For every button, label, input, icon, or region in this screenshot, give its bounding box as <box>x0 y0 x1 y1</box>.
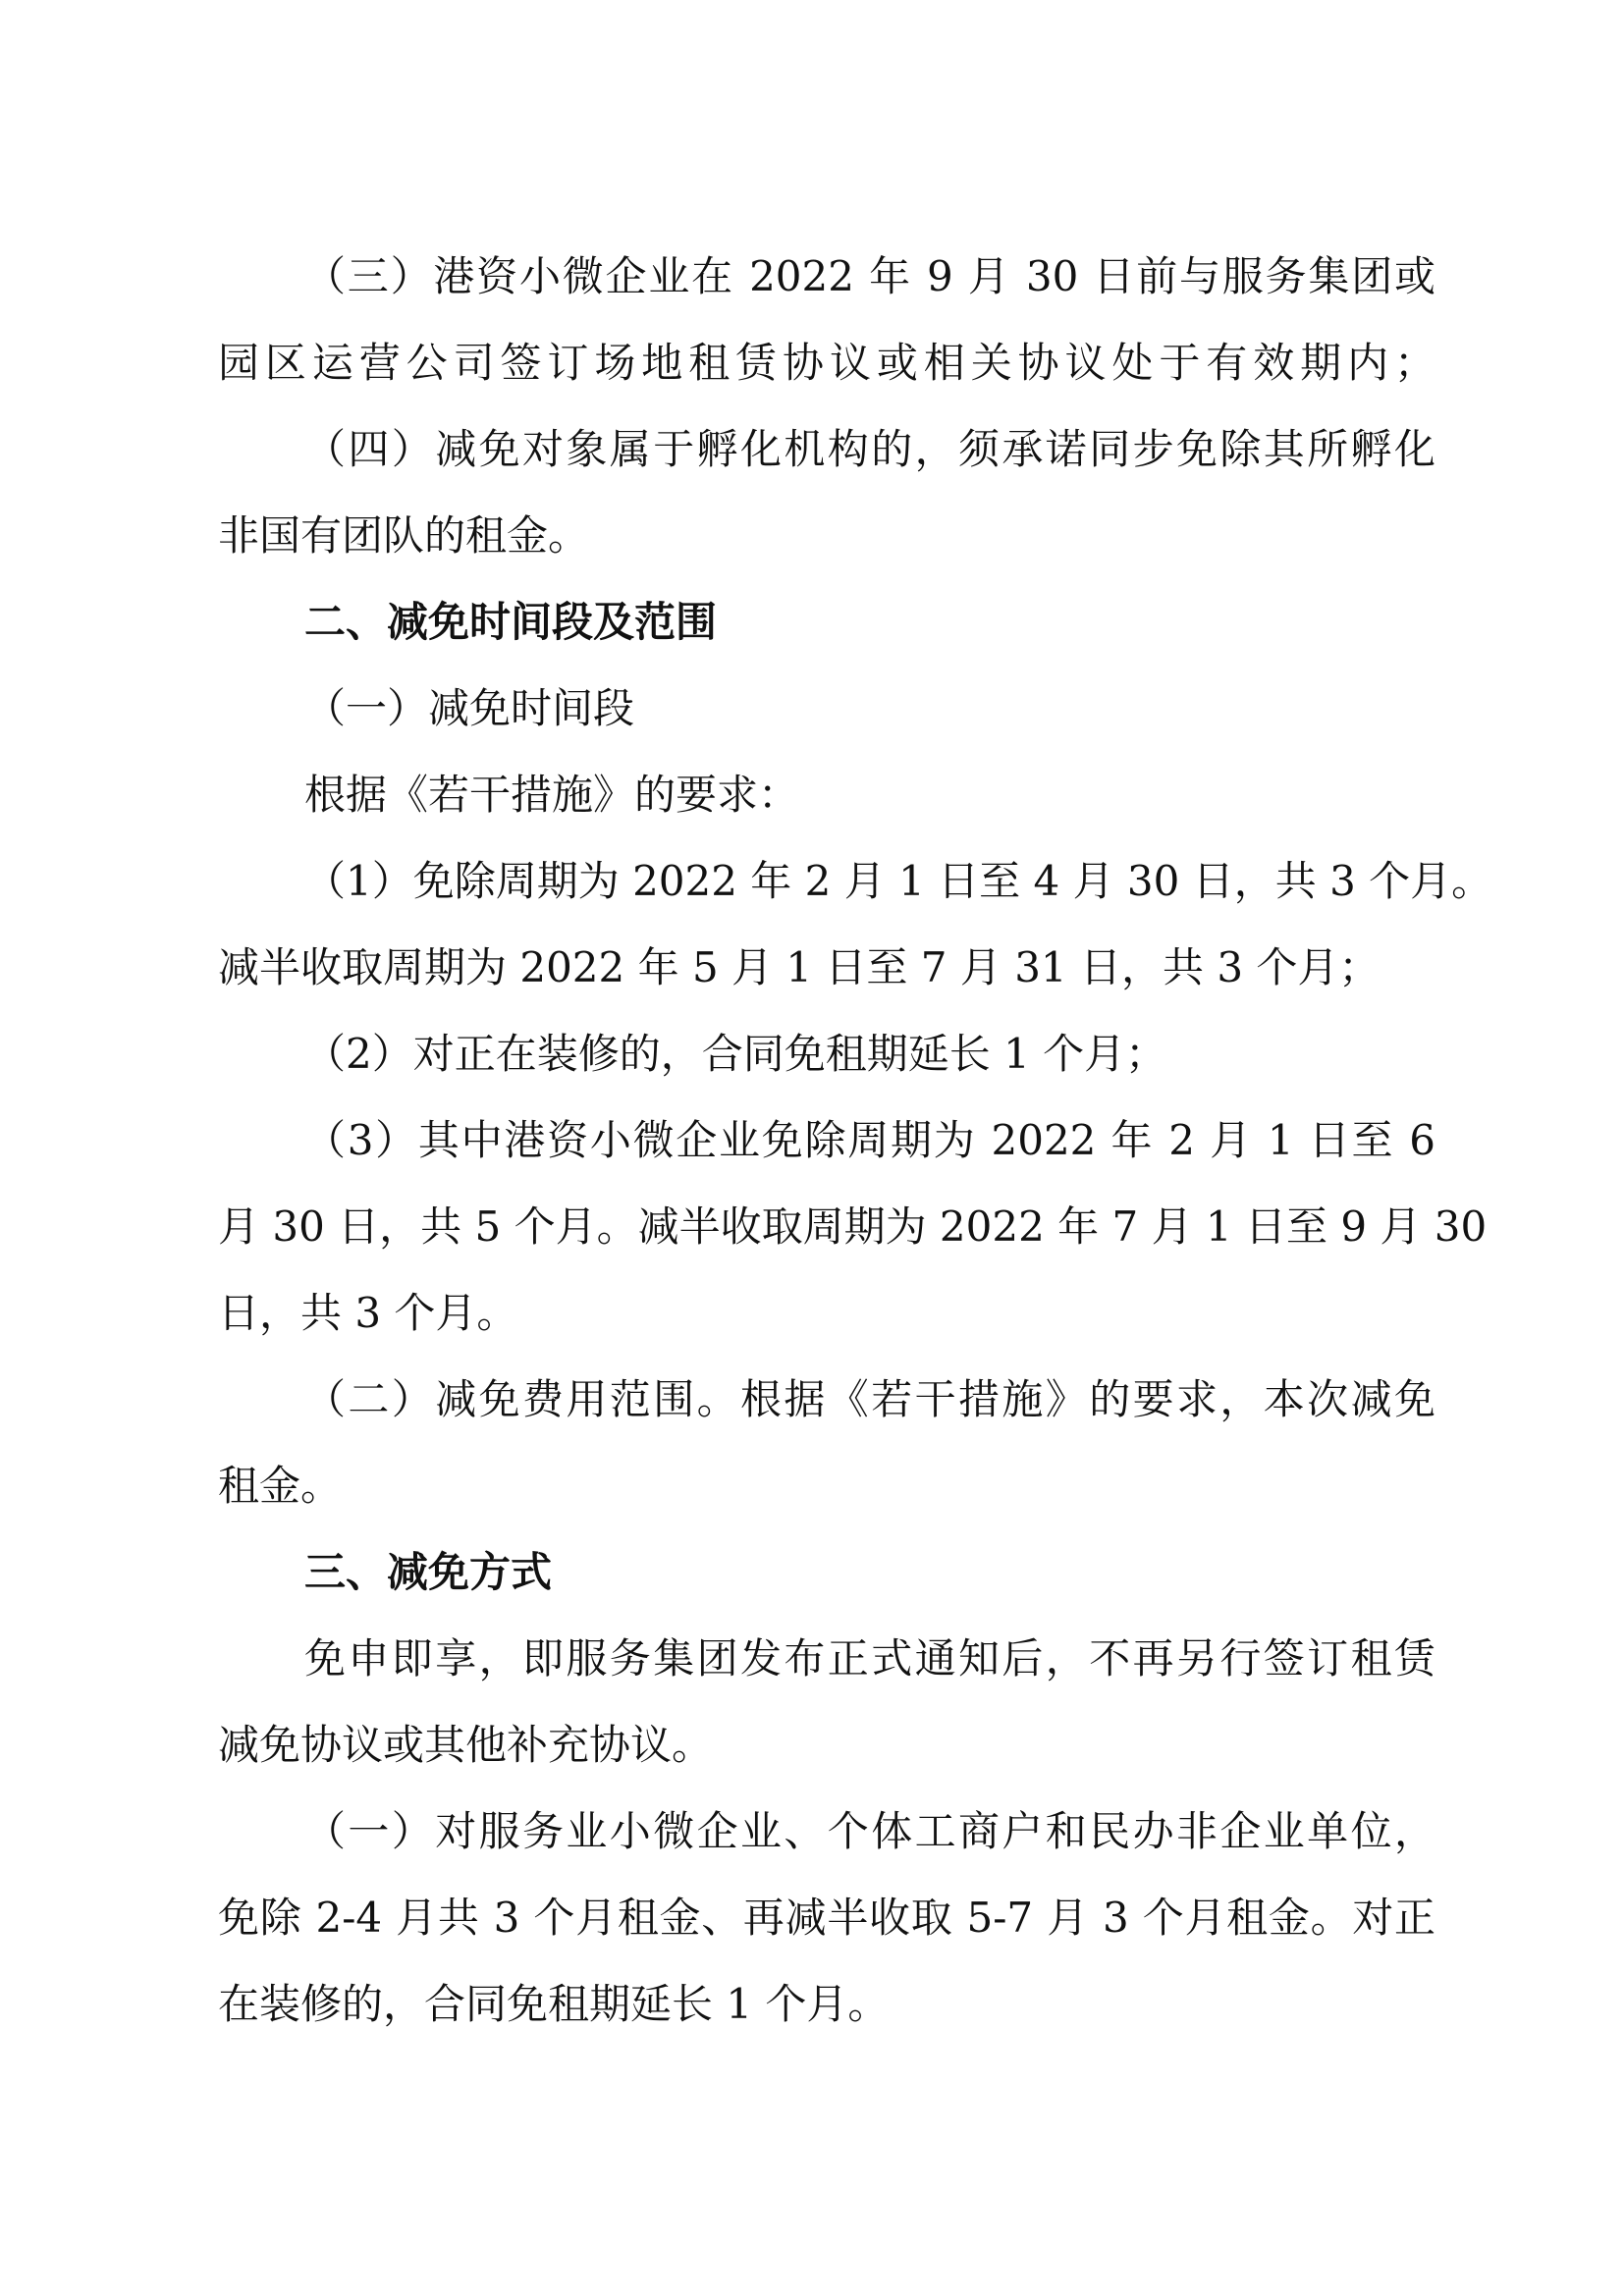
paragraph-line: 园区运营公司签订场地租赁协议或相关协议处于有效期内； <box>218 339 1435 387</box>
paragraph-line: 免除 2-4 月共 3 个月租金、再减半收取 5-7 月 3 个月租金。对正 <box>218 1894 1435 1942</box>
paragraph-line: 根据《若干措施》的要求： <box>304 771 800 819</box>
paragraph-line: 非国有团队的租金。 <box>218 511 590 560</box>
paragraph-line: （二）减免费用范围。根据《若干措施》的要求，本次减免 <box>304 1375 1435 1423</box>
paragraph-line: （1）免除周期为 2022 年 2 月 1 日至 4 月 30 日，共 3 个月。 <box>304 857 1493 905</box>
paragraph-line: 免申即享，即服务集团发布正式通知后，不再另行签订租赁 <box>304 1634 1435 1682</box>
paragraph-line: 在装修的，合同免租期延长 1 个月。 <box>218 1980 890 2028</box>
subsection-heading: （一）减免时间段 <box>304 684 635 732</box>
section-heading: 三、减免方式 <box>304 1548 553 1596</box>
paragraph-line: 月 30 日，共 5 个月。减半收取周期为 2022 年 7 月 1 日至 9 月 30 <box>218 1202 1488 1251</box>
paragraph-line: 减半收取周期为 2022 年 5 月 1 日至 7 月 31 日，共 3 个月； <box>218 943 1380 991</box>
paragraph-line: 减免协议或其他补充协议。 <box>218 1721 714 1769</box>
paragraph-line: （四）减免对象属于孵化机构的，须承诺同步免除其所孵化 <box>304 425 1435 473</box>
paragraph-line: 租金。 <box>218 1462 343 1510</box>
paragraph-line: （3）其中港资小微企业免除周期为 2022 年 2 月 1 日至 6 <box>304 1116 1435 1164</box>
paragraph-line: （一）对服务业小微企业、个体工商户和民办非企业单位， <box>304 1807 1435 1855</box>
paragraph-line: 日，共 3 个月。 <box>218 1289 518 1337</box>
paragraph-line: （三）港资小微企业在 2022 年 9 月 30 日前与服务集团或 <box>304 252 1435 300</box>
paragraph-line: （2）对正在装修的，合同免租期延长 1 个月； <box>304 1030 1167 1078</box>
section-heading: 二、减免时间段及范围 <box>304 598 718 646</box>
